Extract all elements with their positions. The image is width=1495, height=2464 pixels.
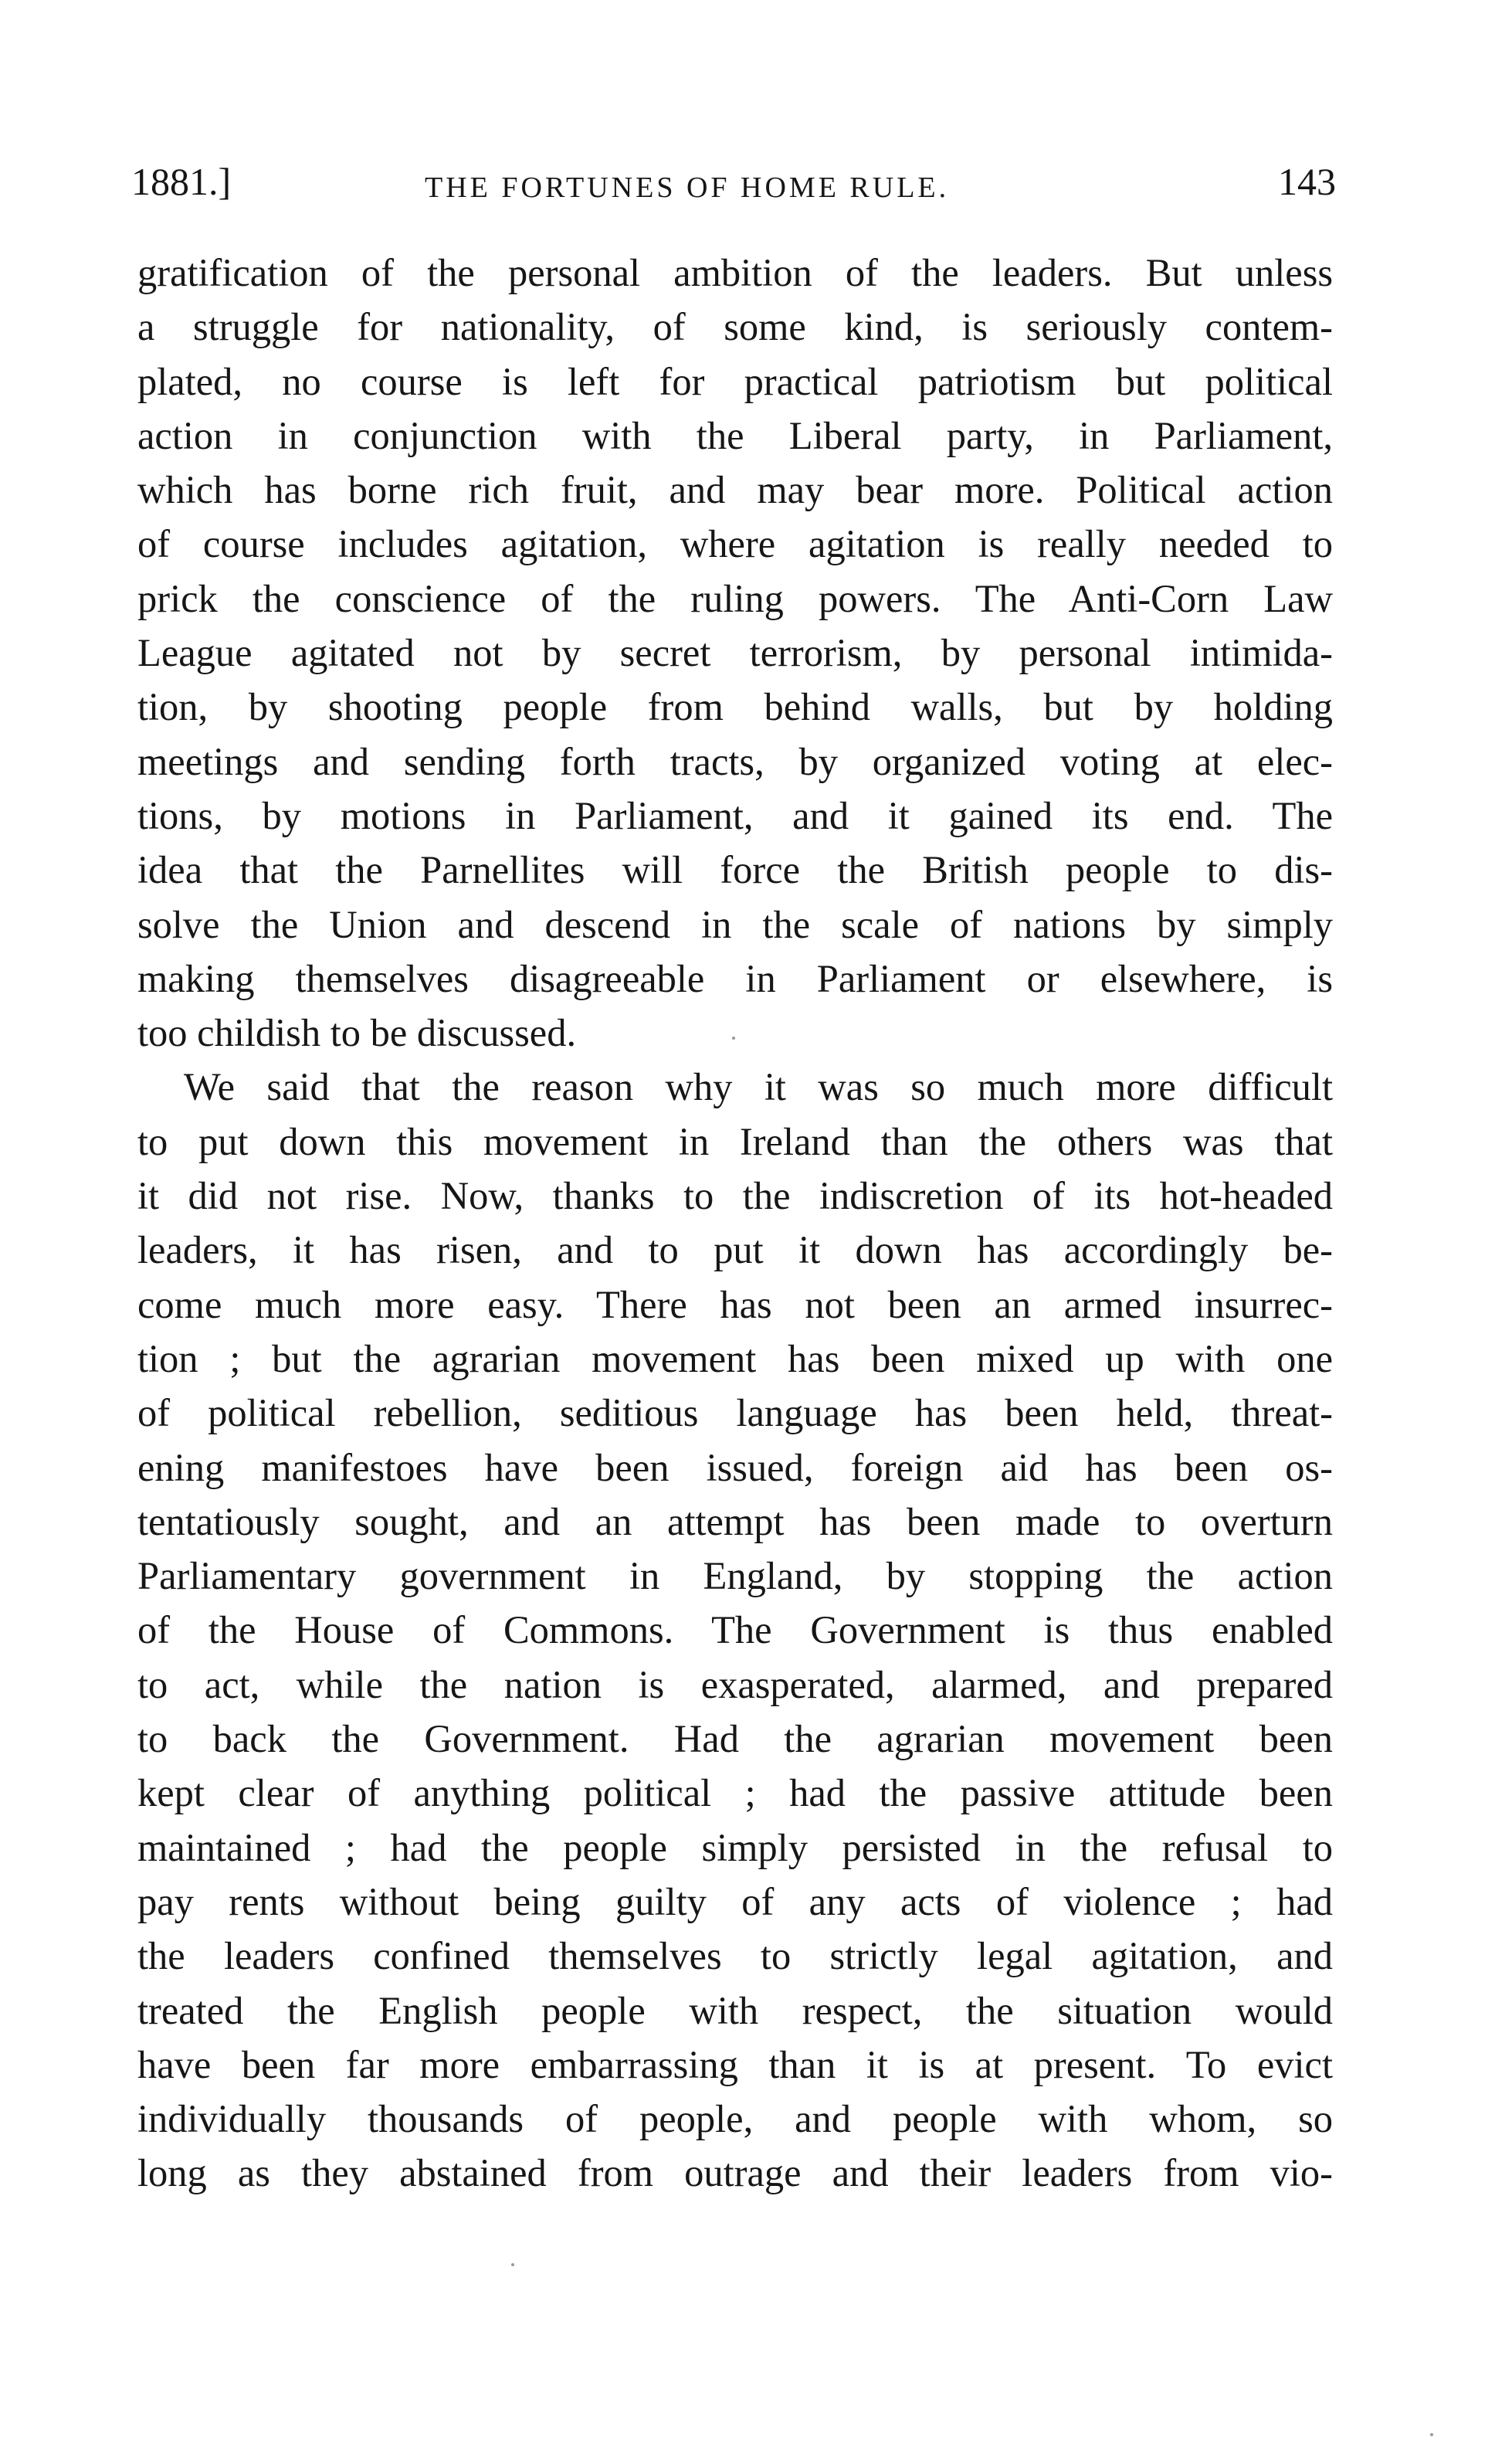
header-year: 1881.] — [131, 160, 232, 203]
paragraph-end-line: too childish to be discussed. — [137, 1011, 577, 1055]
text-line: it did not rise. Now, thanks to the indiscretion of its hot-headed — [137, 1174, 1333, 1218]
print-speck — [732, 1037, 735, 1040]
text-line: to back the Government. Had the agrarian movement been — [137, 1717, 1333, 1761]
running-header — [131, 158, 1336, 212]
text-line: meetings and sending forth tracts, by organized voting at elec- — [137, 739, 1333, 783]
text-line: of course includes agitation, where agitation is really needed to — [137, 522, 1333, 566]
text-line: plated, no course is left for practical patriotism but political — [137, 359, 1333, 403]
text-line: maintained ; had the people simply persisted in the refusal to — [137, 1825, 1333, 1869]
text-line: League agitated not by secret terrorism, by personal intimida- — [137, 631, 1333, 675]
text-line: gratification of the personal ambition of the leaders. But unless — [137, 251, 1333, 294]
text-line: kept clear of anything political ; had the passive attitude been — [137, 1771, 1333, 1815]
text-line: idea that the Parnellites will force the British people to dis- — [137, 848, 1333, 892]
body-text — [137, 246, 1333, 2201]
text-line: of the House of Commons. The Government is thus enabled — [137, 1608, 1333, 1652]
text-line: tion, by shooting people from behind walls, but by holding — [137, 685, 1333, 729]
text-line: to act, while the nation is exasperated, alarmed, and prepared — [137, 1662, 1333, 1706]
running-title: THE FORTUNES OF HOME RULE. — [425, 171, 950, 204]
paragraph-first-line: We said that the reason why it was so much more difficult — [184, 1065, 1333, 1109]
text-line: have been far more embarrassing than it is at present. To evict — [137, 2042, 1333, 2086]
text-line: ening manifestoes have been issued, foreign aid has been os- — [137, 1445, 1333, 1489]
text-line: which has borne rich fruit, and may bear more. Political action — [137, 468, 1333, 512]
text-line: Parliamentary government in England, by stopping the action — [137, 1554, 1333, 1598]
text-line: tion ; but the agrarian movement has been mixed up with one — [137, 1336, 1333, 1380]
text-line: a struggle for nationality, of some kind, is seriously contem- — [137, 305, 1333, 349]
text-line: the leaders confined themselves to strictly legal agitation, and — [137, 1934, 1333, 1978]
text-line: individually thousands of people, and people with whom, so — [137, 2097, 1333, 2141]
text-line: action in conjunction with the Liberal party, in Parliament, — [137, 413, 1333, 457]
text-line: prick the conscience of the ruling powers. The Anti-Corn Law — [137, 576, 1333, 620]
text-line: to put down this movement in Ireland than the others was that — [137, 1119, 1333, 1163]
text-line: long as they abstained from outrage and their leaders from vio- — [137, 2151, 1333, 2195]
text-line: of political rebellion, seditious language has been held, threat- — [137, 1391, 1333, 1435]
print-speck — [1430, 2433, 1433, 2436]
text-line: treated the English people with respect, the situation would — [137, 1988, 1333, 2032]
text-line: come much more easy. There has not been an armed insurrec- — [137, 1282, 1333, 1326]
page-number: 143 — [1278, 160, 1336, 203]
text-line: tentatiously sought, and an attempt has been made to overturn — [137, 1499, 1333, 1543]
text-line: pay rents without being guilty of any acts of violence ; had — [137, 1879, 1333, 1923]
text-line: solve the Union and descend in the scale of nations by simply — [137, 902, 1333, 946]
print-speck — [511, 2263, 514, 2266]
text-line: tions, by motions in Parliament, and it gained its end. The — [137, 793, 1333, 837]
text-line: leaders, it has risen, and to put it down has accordingly be- — [137, 1228, 1333, 1272]
text-line: making themselves disagreeable in Parliament or elsewhere, is — [137, 956, 1333, 1000]
